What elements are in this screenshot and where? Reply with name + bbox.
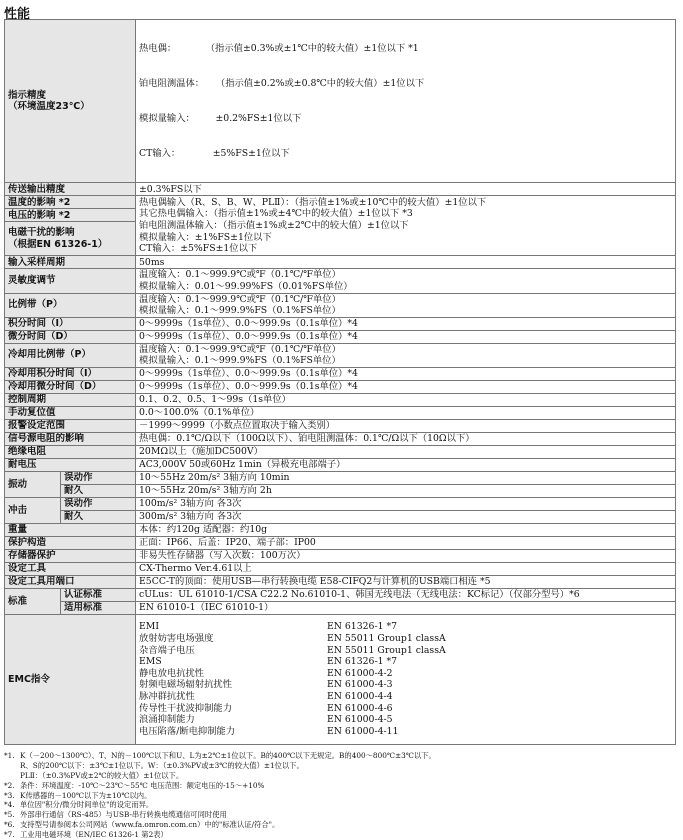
table-row <box>5 20 676 183</box>
table-row: 微分时间（D） 0～9999s（1s单位）、0.0～999.9s（0.1s单位）*4 <box>5 330 676 343</box>
footnote: *5. 外部串行通信（RS-485）与USB-串行转换电缆通信可同时使用 <box>4 810 227 820</box>
table-row: 温度的影响 *2 热电偶输入（R、S、B、W、PLⅡ）：（指示值±1%或±10℃中的较大值）±1位以下 其它热电偶输入：（指示值±1%或±4℃中的较大值）±1位以下 *3 铂电阻测温体输入：（指示值±1%或±2℃中的较大值）±1位以下 模拟量输入：±1%FS±1位以下 CT输入：±5%FS±1位以下 <box>5 196 676 209</box>
table-row: 灵敏度调节 温度输入：0.1～999.9℃或℉（0.1℃/℉单位） 模拟量输入：0.01～99.99%FS（0.01%FS单位） <box>5 269 676 293</box>
table-row: 耐久 10～55Hz 20m/s² 3轴方向 2h <box>5 484 676 497</box>
table-row: 输入采样周期 50ms <box>5 256 676 269</box>
footnote: *3. K传感器的－100℃以下为±10℃以内。 <box>4 790 152 800</box>
table-row: 冲击 误动作 100m/s² 3轴方向 各3次 <box>5 497 676 510</box>
footnote: PLⅡ：（±0.3%PV或±2℃的较大值）±1位以下。 <box>20 770 184 780</box>
table-row: 设定工具用端口 E5CC-T的顶面：使用USB—串行转换电缆 E58-CIFQ2与计算机的USB端口相连 *5 <box>5 575 676 588</box>
table-row: 重量 本体：约120g 适配器：约10g <box>5 523 676 536</box>
table-row: 报警设定范围 －1999～9999（小数点位置取决于输入类别） <box>5 419 676 432</box>
table-row: 积分时间（I） 0～9999s（1s单位）、0.0～999.9s（0.1s单位）*4 <box>5 317 676 330</box>
table-row: 耐电压 AC3,000V 50或60Hz 1min（异极充电部端子） <box>5 458 676 471</box>
table-row: 存储器保护 非易失性存储器（写入次数：100万次） <box>5 549 676 562</box>
table-row: 电压的影响 *2 <box>5 209 676 222</box>
section-title: 性能 <box>4 7 31 22</box>
footnotes <box>4 751 679 840</box>
table-row: 设定工具 CX-Thermo Ver.4.61以上 <box>5 562 676 575</box>
table-row: 电磁干扰的影响 （根据EN 61326-1） <box>5 222 676 256</box>
table-row: 冷却用比例带（P） 温度输入：0.1～999.9℃或℉（0.1℃/℉单位） 模拟量输入：0.1～999.9%FS（0.1%FS单位） <box>5 343 676 367</box>
performance-table <box>4 19 676 745</box>
table-row: 保护构造 正面：IP66、后盖：IP20、端子部：IP00 <box>5 536 676 549</box>
footnote: *6. 支持型号请参阅本公司网站（www.fa.omron.com.cn）中的"标准认证/符合"。 <box>4 820 280 830</box>
footnote: *1. K（－200～1300℃）、T、N的－100℃以下和U、L为±2℃±1位以下。B的400℃以下无规定。B的400～800℃±3℃以下。 <box>4 750 436 760</box>
table-row: 手动复位值 0.0～100.0%（0.1%单位） <box>5 406 676 419</box>
table-row: 冷却用积分时间（I） 0～9999s（1s单位）、0.0～999.9s（0.1s单位）*4 <box>5 367 676 380</box>
row-value-accuracy: 热电偶： （指示值±0.3%或±1℃中的较大值）±1位以下 *1 铂电阻测温体： （指示值±0.2%或±0.8℃中的较大值）±1位以下 模拟量输入： ±0.2%FS±1位以下 CT输入： ±5%FS±1位以下 <box>136 20 676 183</box>
table-row: 适用标准 EN 61010-1（IEC 61010-1） <box>5 601 676 614</box>
table-row: 振动 误动作 10～55Hz 20m/s² 3轴方向 10min <box>5 471 676 484</box>
footnote: *4. 单位因"积分/微分时间单位"的设定而异。 <box>4 800 154 810</box>
table-row: 绝缘电阻 20MΩ以上（施加DC500V） <box>5 445 676 458</box>
table-row: 耐久 300m/s² 3轴方向 各3次 <box>5 510 676 523</box>
row-value-influence: 热电偶输入（R、S、B、W、PLⅡ）：（指示值±1%或±10℃中的较大值）±1位以下 其它热电偶输入：（指示值±1%或±4℃中的较大值）±1位以下 *3 铂电阻测温体输入：（指示值±1%或±2℃中的较大值）±1位以下 模拟量输入：±1%FS±1位以下 CT输入：±5%FS±1位以下 <box>136 196 676 256</box>
row-label-accuracy: 指示精度 （环境温度23℃） <box>5 20 136 183</box>
footnote: *7. 工业用电磁环境（EN/IEC 61326-1 第2表） <box>4 830 168 840</box>
table-row: 信号源电阻的影响 热电偶：0.1℃/Ω以下（100Ω以下）、铂电阻测温体：0.1℃/Ω以下（10Ω以下） <box>5 432 676 445</box>
emc-list: EMI EN 61326-1 *7 放射妨害电场强度 EN 55011 Group1 classA 杂音端子电压 EN 55011 Group1 classA EMS EN 61326-1 *7 静电放电抗扰性 EN 61000-4-2 射频电磁场辐射抗扰性 EN 61000-4-3 脉冲群抗扰性 EN 61000-4-4 传导性干扰波抑制能力 EN 61000-4-6 浪涌抑制能力 EN 61000-4-5 电压陷落/断电抑制能力 EN 61000-4-11 <box>136 614 676 744</box>
footnote: R、S的200℃以下：±3℃±1位以下。W：（±0.3%PV或±3℃的较大值）±1位以下。 <box>20 760 304 770</box>
footnote: *2. 条件：环境温度：-10℃～23℃～55℃ 电压范围：额定电压的-15～+10% <box>4 780 265 790</box>
table-row: 标准 认证标准 cULus：UL 61010-1/CSA C22.2 No.61010-1、韩国无线电法（无线电法：KC标记）（仅部分型号）*6 <box>5 588 676 601</box>
table-row: EMC指令 EMI EN 61326-1 *7 放射妨害电场强度 EN 55011 Group1 classA 杂音端子电压 EN 55011 Group1 classA EMS EN 61326-1 *7 静电放电抗扰性 EN 61000-4-2 射频电磁场辐射抗扰性 EN 61000-4-3 脉冲群抗扰性 EN 61000-4-4 传导性干扰波抑制能力 EN 61000-4-6 浪涌抑制能力 EN 61000-4-5 电压陷落/断电抑制能力 EN 61000-4-11 <box>5 614 676 744</box>
table-row: 传送输出精度 ±0.3%FS以下 <box>5 183 676 196</box>
table-row: 控制周期 0.1、0.2、0.5、1～99s（1s单位） <box>5 393 676 406</box>
table-row: 比例带（P） 温度输入：0.1～999.9℃或℉（0.1℃/℉单位） 模拟量输入：0.1～999.9%FS（0.1%FS单位） <box>5 293 676 317</box>
table-row: 冷却用微分时间（D） 0～9999s（1s单位）、0.0～999.9s（0.1s单位）*4 <box>5 380 676 393</box>
